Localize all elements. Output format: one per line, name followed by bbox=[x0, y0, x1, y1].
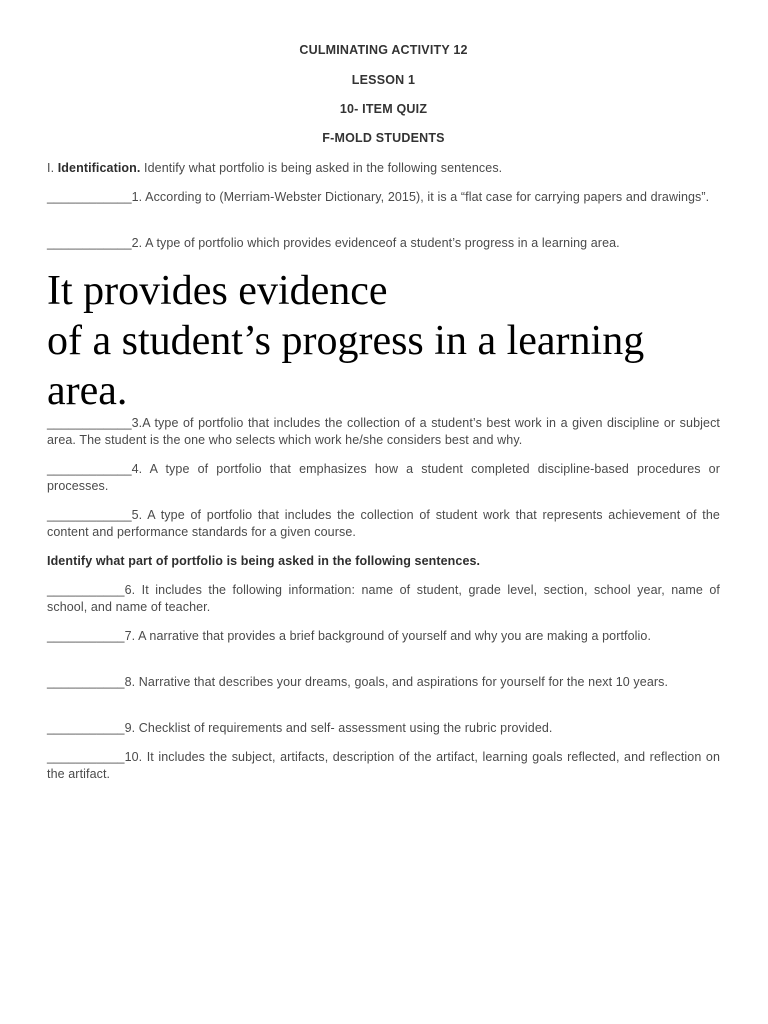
question-3: ____________3.A type of portfolio that includes the collection of a student’s best work in a given discipline or subject area. The student is the one who selects which work he/she considers best and why. bbox=[47, 416, 720, 447]
section-2-instructions: Identify what part of portfolio is being asked in the following sentences. bbox=[47, 554, 481, 568]
question-2: ____________2. A type of portfolio which provides evidenceof a student’s progress in a learning area. bbox=[47, 236, 620, 250]
quiz-heading: 10- ITEM QUIZ bbox=[339, 102, 428, 116]
doc-title: CULMINATING ACTIVITY 12 bbox=[299, 43, 468, 57]
highlight-line-1: It provides evidence bbox=[47, 268, 388, 314]
question-5: ____________5. A type of portfolio that includes the collection of student work that represents achievement of the content and performance standards for a given course. bbox=[47, 508, 720, 539]
question-1: ____________1. According to (Merriam-Webster Dictionary, 2015), it is a “flat case for carrying papers and drawings”. bbox=[47, 190, 710, 204]
question-10: ___________10. It includes the subject, artifacts, description of the artifact, learning goals reflected, and reflection on the artifact. bbox=[47, 750, 720, 781]
section-1-text: Identify what portfolio is being asked in the following sentences. bbox=[140, 161, 503, 175]
question-7: ___________7. A narrative that provides a brief background of yourself and why you are making a portfolio. bbox=[47, 629, 652, 643]
section-1-title: Identification. bbox=[57, 161, 141, 175]
lesson-heading: LESSON 1 bbox=[351, 73, 416, 87]
highlight-line-2: of a student’s progress in a learning bbox=[47, 318, 645, 364]
question-6: ___________6. It includes the following information: name of student, grade level, section, school year, name of school, and name of teacher. bbox=[47, 583, 720, 614]
section-1-instructions bbox=[47, 160, 720, 177]
question-8: ___________8. Narrative that describes your dreams, goals, and aspirations for yourself for the next 10 years. bbox=[47, 675, 669, 689]
question-4: ____________4. A type of portfolio that emphasizes how a student completed discipline-based procedures or processes. bbox=[47, 462, 720, 493]
section-1-prefix: I. bbox=[47, 161, 58, 175]
audience-heading: F-MOLD STUDENTS bbox=[322, 131, 445, 145]
highlighted-answer-text bbox=[47, 266, 737, 416]
question-9: ___________9. Checklist of requirements and self- assessment using the rubric provided. bbox=[47, 721, 553, 735]
highlight-line-3: area. bbox=[47, 368, 128, 414]
